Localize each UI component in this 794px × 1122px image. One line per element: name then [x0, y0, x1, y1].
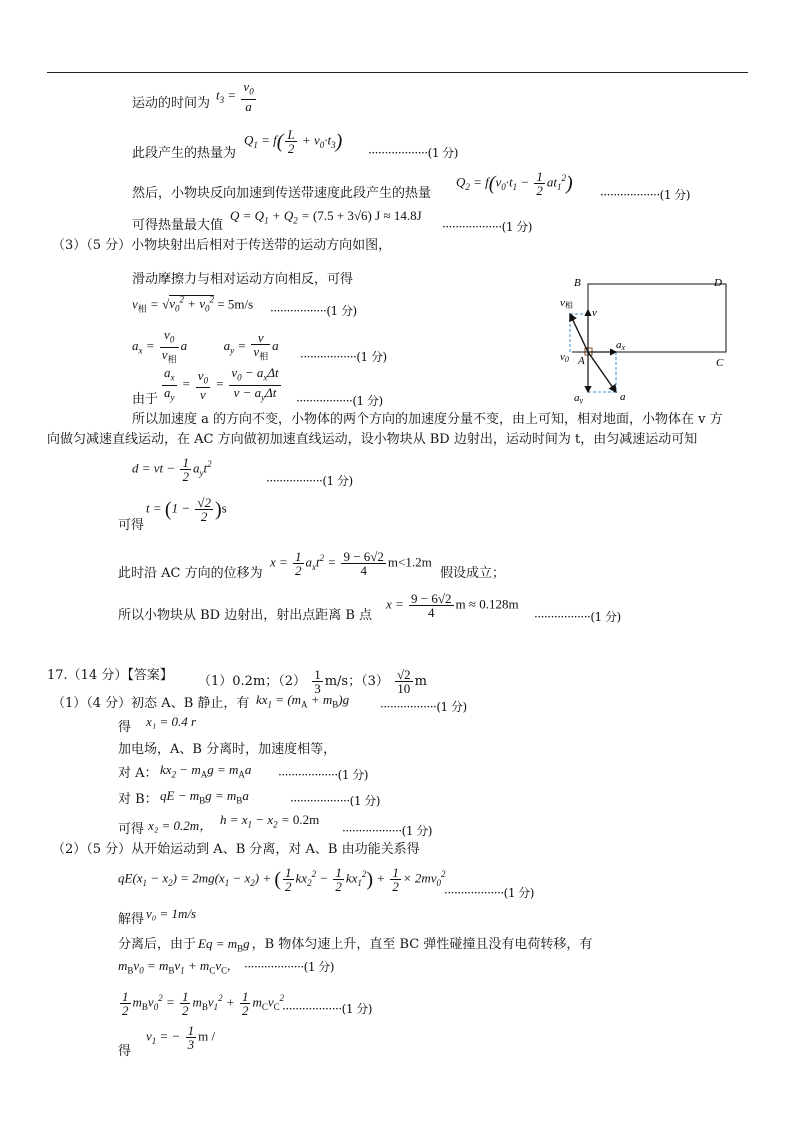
label-v0: v0 — [560, 351, 569, 364]
heat1-label: 此段产生的热量为 — [132, 146, 237, 161]
label-c: C — [716, 357, 724, 369]
d-formula: d = vt − $\frac{1}{2}$ $a_yt^2$ — [132, 455, 212, 484]
get-1: 得 — [118, 720, 132, 735]
score-3: ··················(1 分) — [442, 220, 532, 234]
q2-formula: $Q_2 = f(v_0\cdot t_1$ − $\frac{1}{2}$ $at_1^2$) — [456, 169, 573, 198]
friction-text: 滑动摩擦力与相对运动方向相反，可得 — [132, 272, 354, 287]
header-rule — [47, 72, 748, 73]
time-label: 运动的时间为 — [132, 96, 211, 111]
para2: 向做匀减速直线运动，在 AC 方向做初加速直线运动，设小物块从 BD 边射出，运动时间为 t，由匀减速运动可知 — [47, 432, 698, 447]
score-1: ··················(1 分) — [368, 146, 458, 160]
kx1-formula: $kx_1 = (m_A + m_B)g$ — [256, 692, 350, 710]
momentum-formula: $m_Bv_0 = m_Bv_1 + m_Cv_C$, — [118, 958, 231, 976]
exit-formula: x = $\frac{9 - 6√2}{4}$ m ≈ 0.128m — [386, 591, 519, 620]
score-6: ·················(1 分) — [296, 394, 383, 408]
label-ay: ay — [574, 392, 584, 404]
ratio-formula: $\frac{a_x}{a_y}$ = $\frac{v_0}{v}$ = $\frac{v_0 - a_x\Delta t}{v - a_y\Delta t}$ — [164, 365, 279, 403]
v-rel-arrow — [570, 314, 588, 352]
x-formula: x = $\frac{1}{2}$ $a_xt^2$ = $\frac{9 - 6√2}{4}$ m<1.2m — [270, 549, 432, 578]
score-13: ··················(1 分) — [444, 886, 534, 900]
score-4: ·················(1 分) — [270, 304, 357, 318]
p2-header: （2）（5 分）从开始运动到 A、B 分离，对 A、B 由功能关系得 — [52, 842, 420, 857]
motion-diagram — [560, 274, 740, 404]
eq-a: $kx_2 - m_Ag = m_Aa$ — [160, 762, 252, 780]
x1-value: x₁ = 0.4 r — [146, 714, 197, 729]
due-label: 由于 — [132, 392, 159, 407]
ax-ay-formula: $a_x$ = $\frac{v_0}{v_相}$ a $a_y$ = $\frac{v}{v_相}$ a — [132, 327, 279, 365]
score-8: ·················(1 分) — [534, 610, 621, 624]
score-11: ··················(1 分) — [290, 794, 380, 808]
q17-answers: （1）0.2m；（2） $\frac{1}{3}$ m/s；（3） $\frac{√2}{10}$ m — [198, 667, 427, 696]
solve-label: 解得 — [118, 912, 145, 927]
exit-text: 所以小物块从 BD 边射出，射出点距离 B 点 — [118, 608, 373, 623]
label-a-vec: a — [620, 391, 626, 403]
field-text: 加电场，A、B 分离时，加速度相等， — [118, 742, 337, 757]
section3-header: （3）（5 分）小物块射出后相对于传送带的运动方向如图， — [52, 238, 392, 253]
label-d: D — [714, 277, 722, 289]
can-get: 可得 — [118, 822, 145, 837]
t-formula: t = (1 − $\frac{√2}{2}$ )s — [146, 495, 227, 524]
v-rel-formula: $v_相 = √v_0^2 + v_0^2 = 5m/s$ — [132, 295, 254, 314]
v0-value: v₀ = 1m/s — [146, 906, 197, 921]
score-5: ·················(1 分) — [300, 350, 387, 364]
label-v: v — [592, 307, 597, 319]
score-2: ··················(1 分) — [600, 188, 690, 202]
energy-formula: $qE(x_1 - x_2) = 2mg(x_1 - x_2)$ + ( $\frac{1}{2}$ $kx_2^2$ − $\frac{1}{2}$ $kx_1^2$) + $\frac{1}{2}$ × $2mv_0^2$ — [118, 865, 446, 894]
q17-title: 17.（14 分）【答案】 — [47, 668, 173, 683]
score-15: ··················(1 分) — [282, 1002, 372, 1016]
for-a: 对 A： — [118, 766, 158, 781]
q-total-formula: $Q = Q_1 + Q_2 = (7.5 + 3√6) J \approx 14.8J$ — [230, 208, 422, 226]
h-formula: $h = x_1 - x_2 = 0.2m$ — [220, 812, 320, 830]
score-10: ··················(1 分) — [278, 768, 368, 782]
score-9: ·················(1 分) — [380, 700, 467, 714]
label-b: B — [574, 277, 581, 289]
label-a: A — [578, 355, 585, 367]
label-v-rel: v相 — [560, 297, 573, 310]
label-ax: ax — [616, 339, 626, 352]
x2-value: x₂ = 0.2m， — [148, 818, 213, 833]
para1: 所以加速度 a 的方向不变，小物体的两个方向的加速度分量不变，由上可知，相对地面，小物体在 v 方 — [132, 412, 723, 427]
get-label: 可得 — [118, 518, 145, 533]
eq-b: qE − $m_Bg = m_Ba$ — [160, 788, 249, 806]
score-7: ·················(1 分) — [266, 474, 353, 488]
belt-rectangle — [588, 284, 726, 352]
q1-formula: $Q_1 = f$( $\frac{L}{2}$ + $v_0\cdot t_3$) — [244, 127, 343, 156]
score-14: ··················(1 分) — [244, 960, 334, 974]
kinetic-formula: $\frac{1}{2}$ $m_Bv_0^2$ = $\frac{1}{2}$ $m_Bv_1^2$ + $\frac{1}{2}$ $m_Cv_C^2$ — [122, 989, 285, 1018]
max-heat-label: 可得热量最大值 — [132, 218, 224, 233]
disp-label: 此时沿 AC 方向的位移为 — [118, 566, 263, 581]
reverse-text: 然后，小物块反向加速到传送带速度此段产生的热量 — [132, 186, 432, 201]
score-12: ··················(1 分) — [342, 824, 432, 838]
p1-header: （1）（4 分）初态 A、B 静止，有 — [52, 696, 250, 711]
a-arrow — [588, 352, 616, 392]
get-2: 得 — [118, 1044, 132, 1059]
for-b: 对 B： — [118, 792, 158, 807]
after-sep: 分离后，由于 $Eq = m_Bg$ ，B 物体匀速上升，直至 BC 弹性碰撞且没有电荷转移，有 — [118, 936, 593, 954]
v1-formula: $v_1$ = − $\frac{1}{3}$ m / — [146, 1023, 216, 1052]
assume-text: 假设成立； — [440, 566, 506, 581]
t3-formula: $t_3$ = $\frac{v_0}{a}$ — [216, 79, 254, 114]
